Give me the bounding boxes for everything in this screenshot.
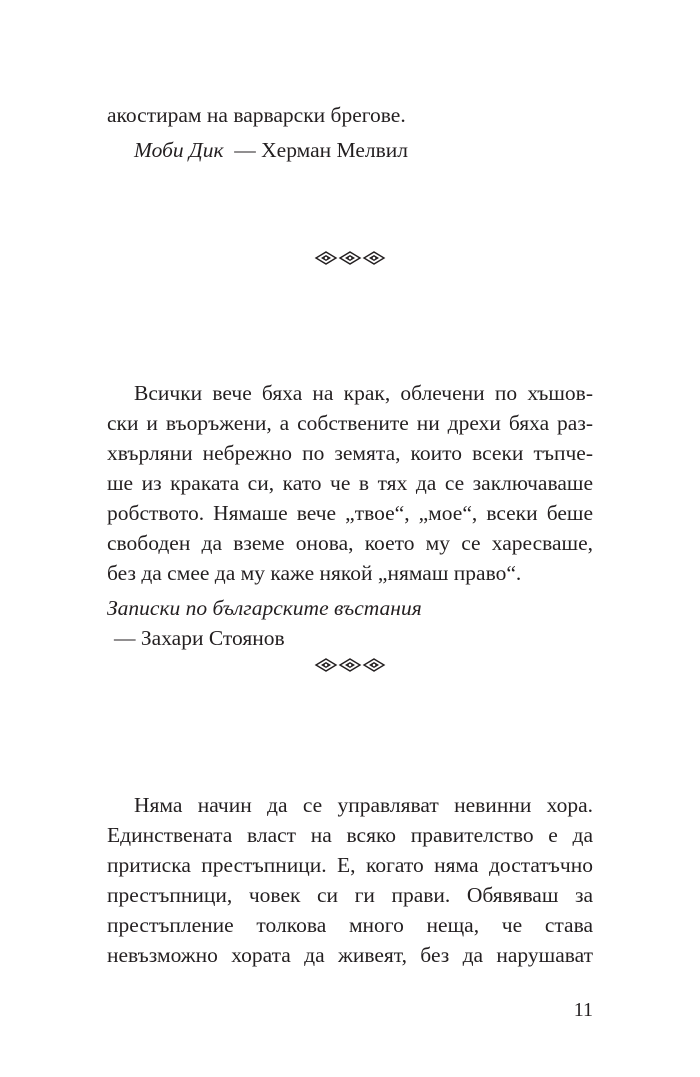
diamond-ornament-icon xyxy=(314,657,386,673)
quote-3-line: престъпници, човек си ги прави. Обявяваш за xyxy=(107,883,593,907)
quote-2-line: ше из краката си, като че в тях да се заключаваше xyxy=(107,471,593,495)
quote-2-line: робството. Нямаше вече „твое“, „мое“, всеки беше xyxy=(107,501,593,525)
quote-2-line: хвърляни небрежно по земята, които всеки тъпче- xyxy=(107,441,593,465)
quote-2-last-line: без да смее да му каже някой „нямаш право“. xyxy=(107,561,522,585)
quote-2-line: ски и въоръжени, а собствените ни дрехи бяха раз- xyxy=(107,411,593,435)
diamond-ornament-icon xyxy=(314,250,386,266)
quote-1-source-title: Моби Дик xyxy=(134,138,224,162)
page-number: 11 xyxy=(573,999,593,1021)
section-divider-2 xyxy=(0,657,700,677)
quote-3-line: невъзможно хората да живеят, без да нарушават xyxy=(107,943,593,967)
section-divider-1 xyxy=(0,250,700,270)
quote-2-line: Всички вече бяха на крак, облечени по хъшов- xyxy=(134,381,593,405)
quote-3-line: престъпление толкова много неща, че става xyxy=(107,913,593,937)
quote-2-source-title: Записки по българските въстания xyxy=(107,596,422,620)
quote-1-source xyxy=(134,135,408,165)
quote-3-line: Единствената власт на всяко правителство е да xyxy=(107,823,593,847)
quote-1-last-line: акостирам на варварски брегове. xyxy=(107,103,406,127)
quote-2-source-author: — Захари Стоянов xyxy=(114,626,285,650)
quote-2-line: свободен да вземе онова, което му се харесваше, xyxy=(107,531,593,555)
quote-3-line: притиска престъпници. Е, когато няма достатъчно xyxy=(107,853,593,877)
quote-1-source-author: — Херман Мелвил xyxy=(234,138,408,162)
quote-3-line: Няма начин да се управляват невинни хора. xyxy=(134,793,593,817)
